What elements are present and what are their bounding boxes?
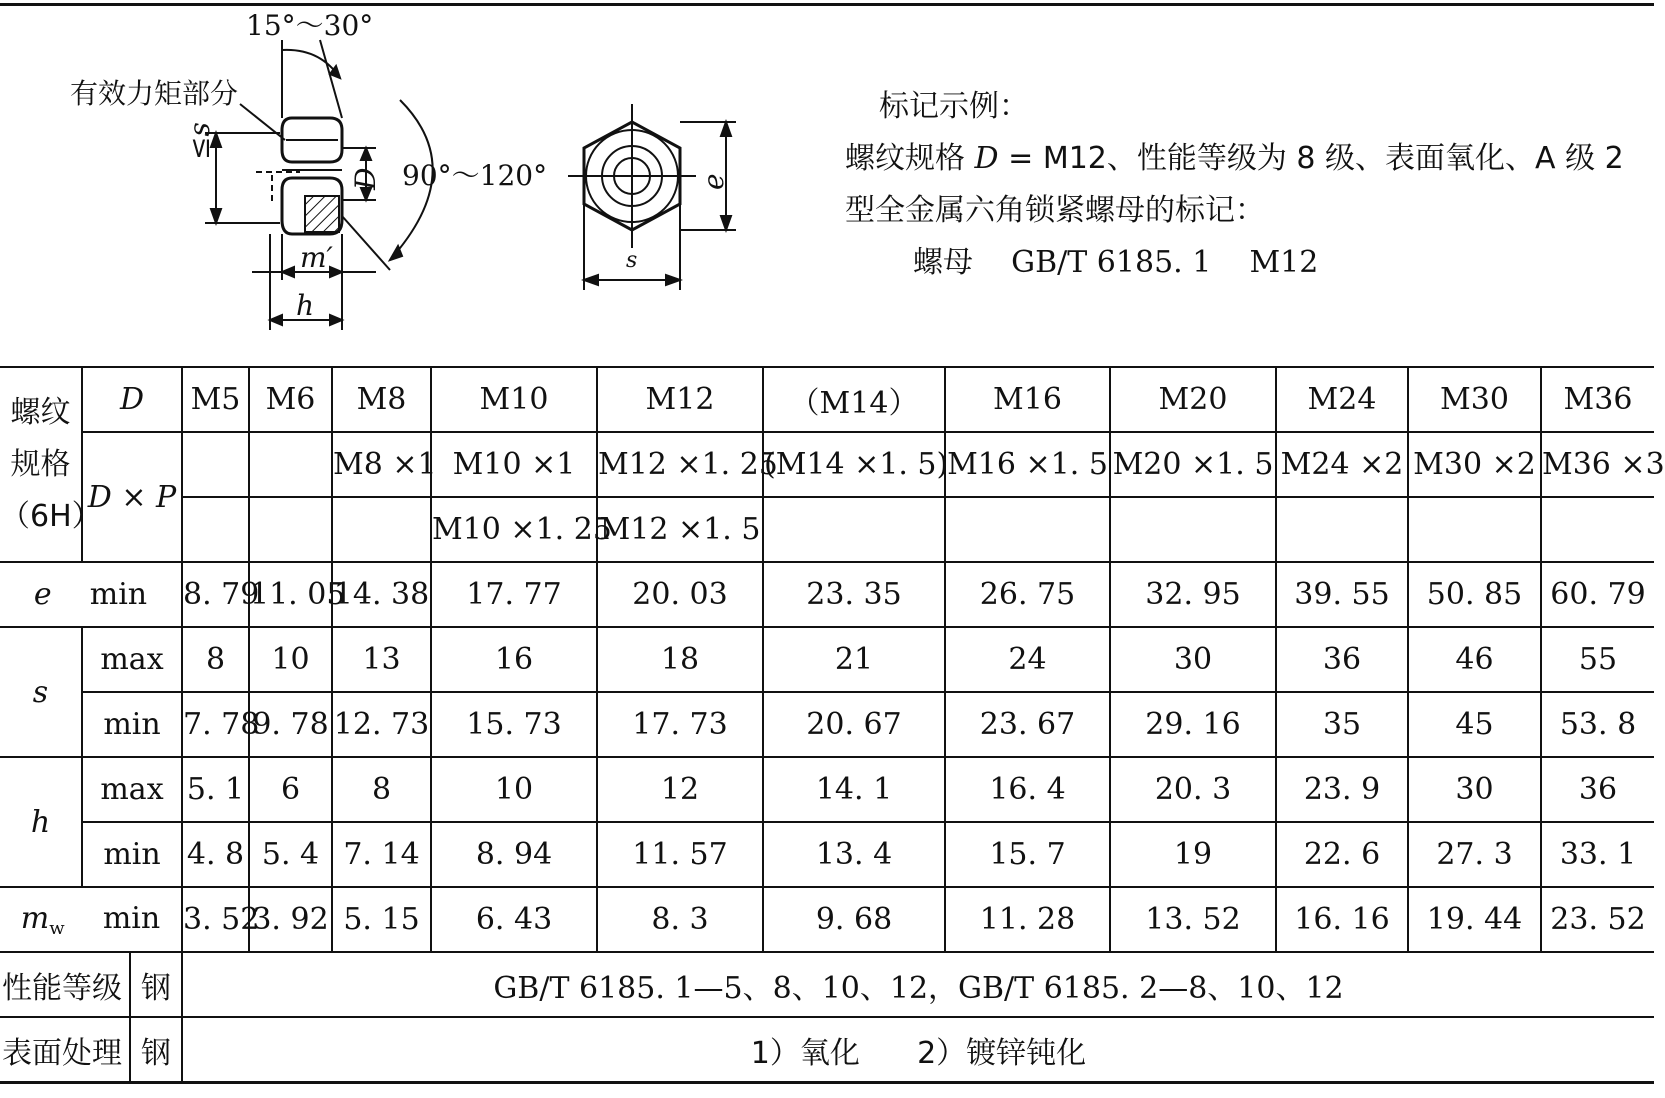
s-min-value: 12. 73 — [332, 692, 431, 757]
angle-top-label: 15°～30° — [246, 9, 374, 42]
h-min-value: 22. 6 — [1276, 822, 1408, 887]
h-min-value: 7. 14 — [332, 822, 431, 887]
s-min-value: 17. 73 — [597, 692, 763, 757]
top-view — [568, 104, 736, 290]
DxP-value: M16 ×1. 5 — [945, 432, 1110, 497]
DxP-value — [249, 497, 332, 562]
D-value: M16 — [945, 367, 1110, 432]
s-max-value: 55 — [1541, 627, 1654, 692]
D-header: D — [82, 367, 182, 432]
mw-min-label: min — [102, 900, 161, 936]
DxP-value: M10 ×1 — [431, 432, 597, 497]
thread-spec-header — [0, 367, 102, 562]
s-max-value: 13 — [332, 627, 431, 692]
D-value: M12 — [597, 367, 763, 432]
s-min-label: min — [82, 692, 182, 757]
e-label: e — [697, 173, 730, 190]
s-max-value: 10 — [249, 627, 332, 692]
D-value: M10 — [431, 367, 597, 432]
s-max-value: 30 — [1110, 627, 1276, 692]
DxP-value: (M14 ×1. 5) — [763, 432, 945, 497]
h-max-value: 30 — [1408, 757, 1541, 822]
h-max-value: 36 — [1541, 757, 1654, 822]
D-value: M8 — [332, 367, 431, 432]
s-max-value: 18 — [597, 627, 763, 692]
DxP-value: M12 ×1. 25 — [597, 432, 763, 497]
DxP-value — [763, 497, 945, 562]
s-side-label: ≤s — [183, 122, 216, 160]
row-DxP-1 — [0, 432, 1654, 497]
DxP-value: M12 ×1. 5 — [597, 497, 763, 562]
e-min-value: 11. 05 — [249, 562, 332, 627]
example-line-1 — [845, 141, 1624, 176]
e-symbol: e — [33, 577, 52, 612]
s-min-value: 53. 8 — [1541, 692, 1654, 757]
h-min-value: 33. 1 — [1541, 822, 1654, 887]
surface-value: 1）氧化 2）镀锌钝化 — [182, 1017, 1654, 1083]
h-min-value: 5. 4 — [249, 822, 332, 887]
DxP-value: M10 ×1. 25 — [431, 497, 597, 562]
s-max-label: max — [82, 627, 182, 692]
DxP-value: M24 ×2 — [1276, 432, 1408, 497]
mw-min-value: 11. 28 — [945, 887, 1110, 952]
nut-drawing-svg — [0, 0, 780, 345]
s-min-value: 7. 78 — [182, 692, 249, 757]
e-min-label: min — [89, 577, 148, 612]
thread-spec-line-3: （6H） — [0, 498, 102, 534]
h-min-value: 27. 3 — [1408, 822, 1541, 887]
row-s-max — [0, 627, 1654, 692]
DxP-value — [1110, 497, 1276, 562]
surface-header: 表面处理 — [0, 1017, 130, 1083]
s-max-value: 21 — [763, 627, 945, 692]
s-header: s — [0, 627, 82, 757]
D-value: M6 — [249, 367, 332, 432]
e-min-header — [0, 562, 182, 627]
thread-spec-line-1: 螺纹 — [10, 394, 71, 430]
DxP-value — [182, 497, 249, 562]
DxP-value — [182, 432, 249, 497]
effective-torque-label: 有效力矩部分 — [70, 77, 239, 110]
h-max-value: 8 — [332, 757, 431, 822]
mw-min-value: 5. 15 — [332, 887, 431, 952]
h-max-label: max — [82, 757, 182, 822]
mw-min-value: 3. 52 — [182, 887, 249, 952]
s-bottom-label: s — [626, 248, 638, 273]
thread-spec-line-2: 规格 — [10, 446, 71, 482]
example-line-2: 型全金属六角锁紧螺母的标记： — [845, 193, 1265, 228]
h-max-value: 16. 4 — [945, 757, 1110, 822]
mw-min-value: 8. 3 — [597, 887, 763, 952]
row-DxP-2 — [0, 497, 1654, 562]
s-max-value: 16 — [431, 627, 597, 692]
row-s-min — [0, 692, 1654, 757]
row-h-min — [0, 822, 1654, 887]
h-min-value: 15. 7 — [945, 822, 1110, 887]
D-value: M36 — [1541, 367, 1654, 432]
DxP-header: D × P — [82, 432, 182, 562]
h-max-value: 20. 3 — [1110, 757, 1276, 822]
angle-side-label: 90°～120° — [402, 159, 548, 192]
D-value: M30 — [1408, 367, 1541, 432]
DxP-value — [1541, 497, 1654, 562]
e-min-value: 50. 85 — [1408, 562, 1541, 627]
mw-min-value: 16. 16 — [1276, 887, 1408, 952]
h-max-value: 23. 9 — [1276, 757, 1408, 822]
DxP-value — [945, 497, 1110, 562]
example-line-1-b: = M12、性能等级为 8 级、表面氧化、A 级 2 — [998, 141, 1624, 176]
mw-min-value: 6. 43 — [431, 887, 597, 952]
h-max-value: 12 — [597, 757, 763, 822]
s-min-value: 45 — [1408, 692, 1541, 757]
mw-min-value: 19. 44 — [1408, 887, 1541, 952]
e-min-value: 60. 79 — [1541, 562, 1654, 627]
mw-min-value: 3. 92 — [249, 887, 332, 952]
e-min-value: 8. 79 — [182, 562, 249, 627]
h-min-value: 19 — [1110, 822, 1276, 887]
DxP-value: M36 ×3 — [1541, 432, 1654, 497]
mw-symbol: m — [20, 900, 50, 936]
e-min-value: 23. 35 — [763, 562, 945, 627]
row-h-max — [0, 757, 1654, 822]
surface-steel-label: 钢 — [130, 1017, 182, 1083]
DxP-value: M30 ×2 — [1408, 432, 1541, 497]
DxP-value — [249, 432, 332, 497]
e-min-value: 14. 38 — [332, 562, 431, 627]
DxP-value — [332, 497, 431, 562]
performance-value: GB/T 6185. 1—5、8、10、12，GB/T 6185. 2—8、10、12 — [182, 952, 1654, 1017]
DxP-value: M8 ×1 — [332, 432, 431, 497]
h-min-value: 4. 8 — [182, 822, 249, 887]
mw-min-value: 23. 52 — [1541, 887, 1654, 952]
s-max-value: 36 — [1276, 627, 1408, 692]
h-min-value: 8. 94 — [431, 822, 597, 887]
h-max-value: 6 — [249, 757, 332, 822]
example-line-3: 螺母 GB/T 6185. 1 M12 — [913, 245, 1319, 280]
h-min-value: 13. 4 — [763, 822, 945, 887]
example-heading: 标记示例： — [879, 89, 1029, 124]
DxP-value — [1276, 497, 1408, 562]
s-max-value: 24 — [945, 627, 1110, 692]
example-line-1-a: 螺纹规格 — [845, 141, 975, 176]
s-min-value: 9. 78 — [249, 692, 332, 757]
h-label: h — [296, 289, 315, 322]
e-min-value: 26. 75 — [945, 562, 1110, 627]
performance-header: 性能等级 — [0, 952, 130, 1017]
h-min-value: 11. 57 — [597, 822, 763, 887]
mw-min-value: 13. 52 — [1110, 887, 1276, 952]
s-min-value: 20. 67 — [763, 692, 945, 757]
e-min-value: 20. 03 — [597, 562, 763, 627]
row-surface — [0, 1017, 1654, 1083]
h-max-value: 10 — [431, 757, 597, 822]
D-value: M20 — [1110, 367, 1276, 432]
row-mw-min — [0, 887, 1654, 952]
h-max-value: 5. 1 — [182, 757, 249, 822]
example-line-1-D: D — [974, 141, 999, 176]
e-min-value: 17. 77 — [431, 562, 597, 627]
mw-min-header — [0, 887, 182, 952]
s-min-value: 35 — [1276, 692, 1408, 757]
DxP-value — [1408, 497, 1541, 562]
row-performance — [0, 952, 1654, 1017]
s-max-value: 8 — [182, 627, 249, 692]
D-value: M5 — [182, 367, 249, 432]
e-min-value: 39. 55 — [1276, 562, 1408, 627]
mw-min-value: 9. 68 — [763, 887, 945, 952]
m-prime-label: m′ — [300, 241, 333, 274]
nut-spec-table — [0, 366, 1665, 1084]
DxP-value: M20 ×1. 5 — [1110, 432, 1276, 497]
nut-drawing — [0, 0, 780, 345]
D-value: M24 — [1276, 367, 1408, 432]
s-min-value: 29. 16 — [1110, 692, 1276, 757]
s-min-value: 15. 73 — [431, 692, 597, 757]
s-min-value: 23. 67 — [945, 692, 1110, 757]
h-min-label: min — [82, 822, 182, 887]
D-label: D — [349, 167, 382, 190]
h-header: h — [0, 757, 82, 887]
h-max-value: 14. 1 — [763, 757, 945, 822]
s-max-value: 46 — [1408, 627, 1541, 692]
row-D — [0, 367, 1654, 432]
mw-subscript: w — [49, 917, 65, 939]
D-value: （M14） — [763, 367, 945, 432]
row-e-min — [0, 562, 1654, 627]
side-view — [205, 40, 433, 330]
performance-steel-label: 钢 — [130, 952, 182, 1017]
e-min-value: 32. 95 — [1110, 562, 1276, 627]
